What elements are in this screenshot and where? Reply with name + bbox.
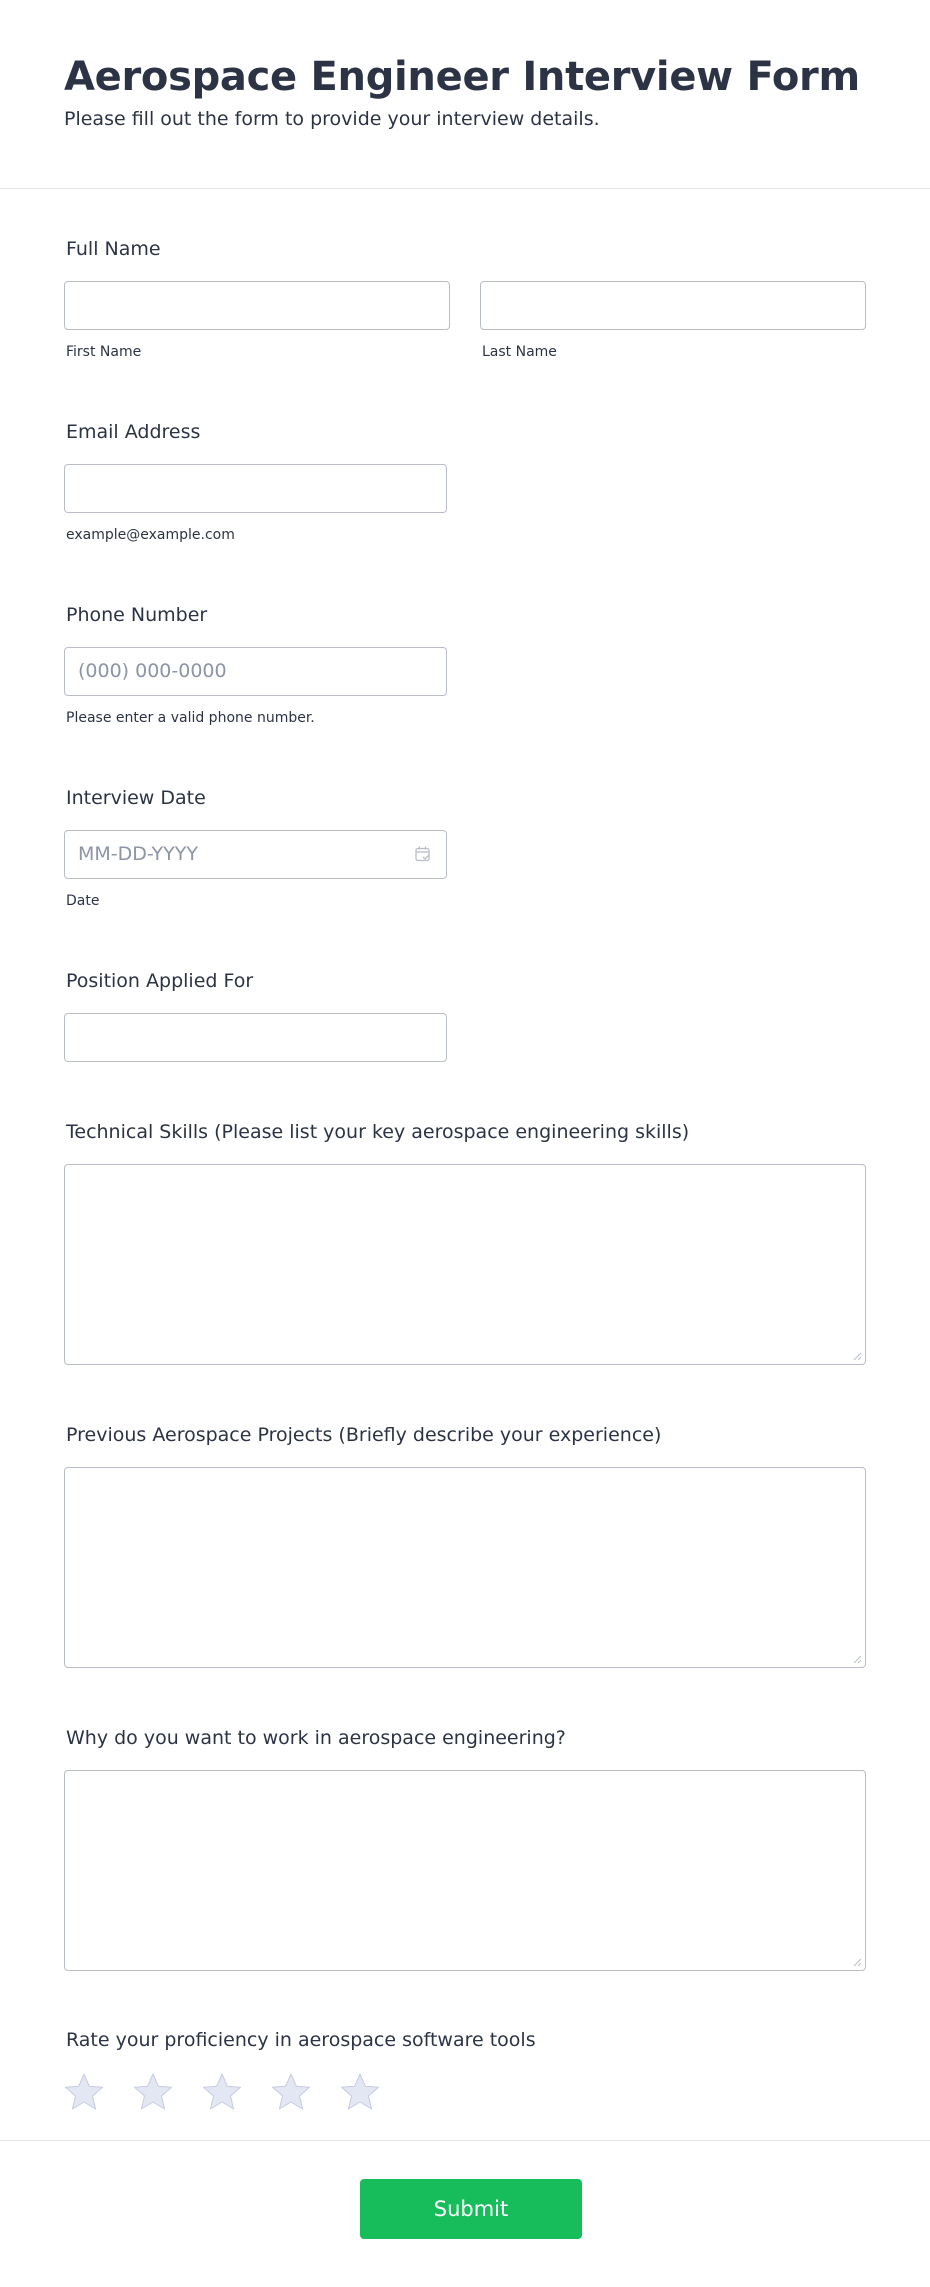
first-name-sublabel: First Name [66, 344, 142, 360]
email-label: Email Address [66, 421, 201, 443]
email-input[interactable] [64, 464, 447, 513]
technical-skills-label: Technical Skills (Please list your key aerospace engineering skills) [66, 1121, 690, 1143]
technical-skills-field [64, 1121, 689, 1143]
star-rating [64, 2072, 409, 2112]
last-name-sublabel: Last Name [482, 344, 557, 360]
motivation-textarea[interactable] [64, 1770, 866, 1971]
interview-date-field [64, 787, 206, 809]
motivation-field [64, 1727, 566, 1749]
star-icon[interactable] [271, 2072, 311, 2112]
form-subtitle: Please fill out the form to provide your interview details. [64, 108, 600, 130]
star-icon[interactable] [133, 2072, 173, 2112]
star-icon[interactable] [202, 2072, 242, 2112]
phone-input[interactable] [64, 647, 447, 696]
form-footer [0, 2140, 930, 2287]
submit-button[interactable]: Submit [360, 2179, 582, 2239]
resize-grip-icon[interactable] [853, 1958, 861, 1966]
star-icon[interactable] [64, 2072, 104, 2112]
position-field [64, 970, 253, 992]
rating-field [64, 2029, 536, 2051]
interview-date-input[interactable] [64, 830, 447, 879]
phone-field [64, 604, 207, 626]
rating-label: Rate your proficiency in aerospace software tools [66, 2029, 536, 2051]
previous-projects-label: Previous Aerospace Projects (Briefly describe your experience) [66, 1424, 662, 1446]
position-label: Position Applied For [66, 970, 254, 992]
phone-label: Phone Number [66, 604, 208, 626]
resize-grip-icon[interactable] [853, 1655, 861, 1663]
first-name-input[interactable] [64, 281, 450, 330]
phone-sublabel: Please enter a valid phone number. [66, 710, 315, 726]
technical-skills-textarea[interactable] [64, 1164, 866, 1365]
resize-grip-icon[interactable] [853, 1352, 861, 1360]
form-title: Aerospace Engineer Interview Form [64, 54, 860, 100]
previous-projects-textarea[interactable] [64, 1467, 866, 1668]
previous-projects-field [64, 1424, 661, 1446]
phone-placeholder: (000) 000-0000 [78, 660, 227, 682]
calendar-icon[interactable] [414, 845, 432, 863]
last-name-input[interactable] [480, 281, 866, 330]
date-sublabel: Date [66, 893, 100, 909]
full-name-label: Full Name [66, 238, 161, 260]
form-header [0, 0, 930, 189]
motivation-label: Why do you want to work in aerospace engineering? [66, 1727, 566, 1749]
full-name-field [64, 238, 161, 260]
star-icon[interactable] [340, 2072, 380, 2112]
email-sublabel: example@example.com [66, 527, 235, 543]
email-field [64, 421, 200, 443]
position-input[interactable] [64, 1013, 447, 1062]
interview-date-label: Interview Date [66, 787, 206, 809]
date-placeholder: MM-DD-YYYY [78, 843, 198, 865]
